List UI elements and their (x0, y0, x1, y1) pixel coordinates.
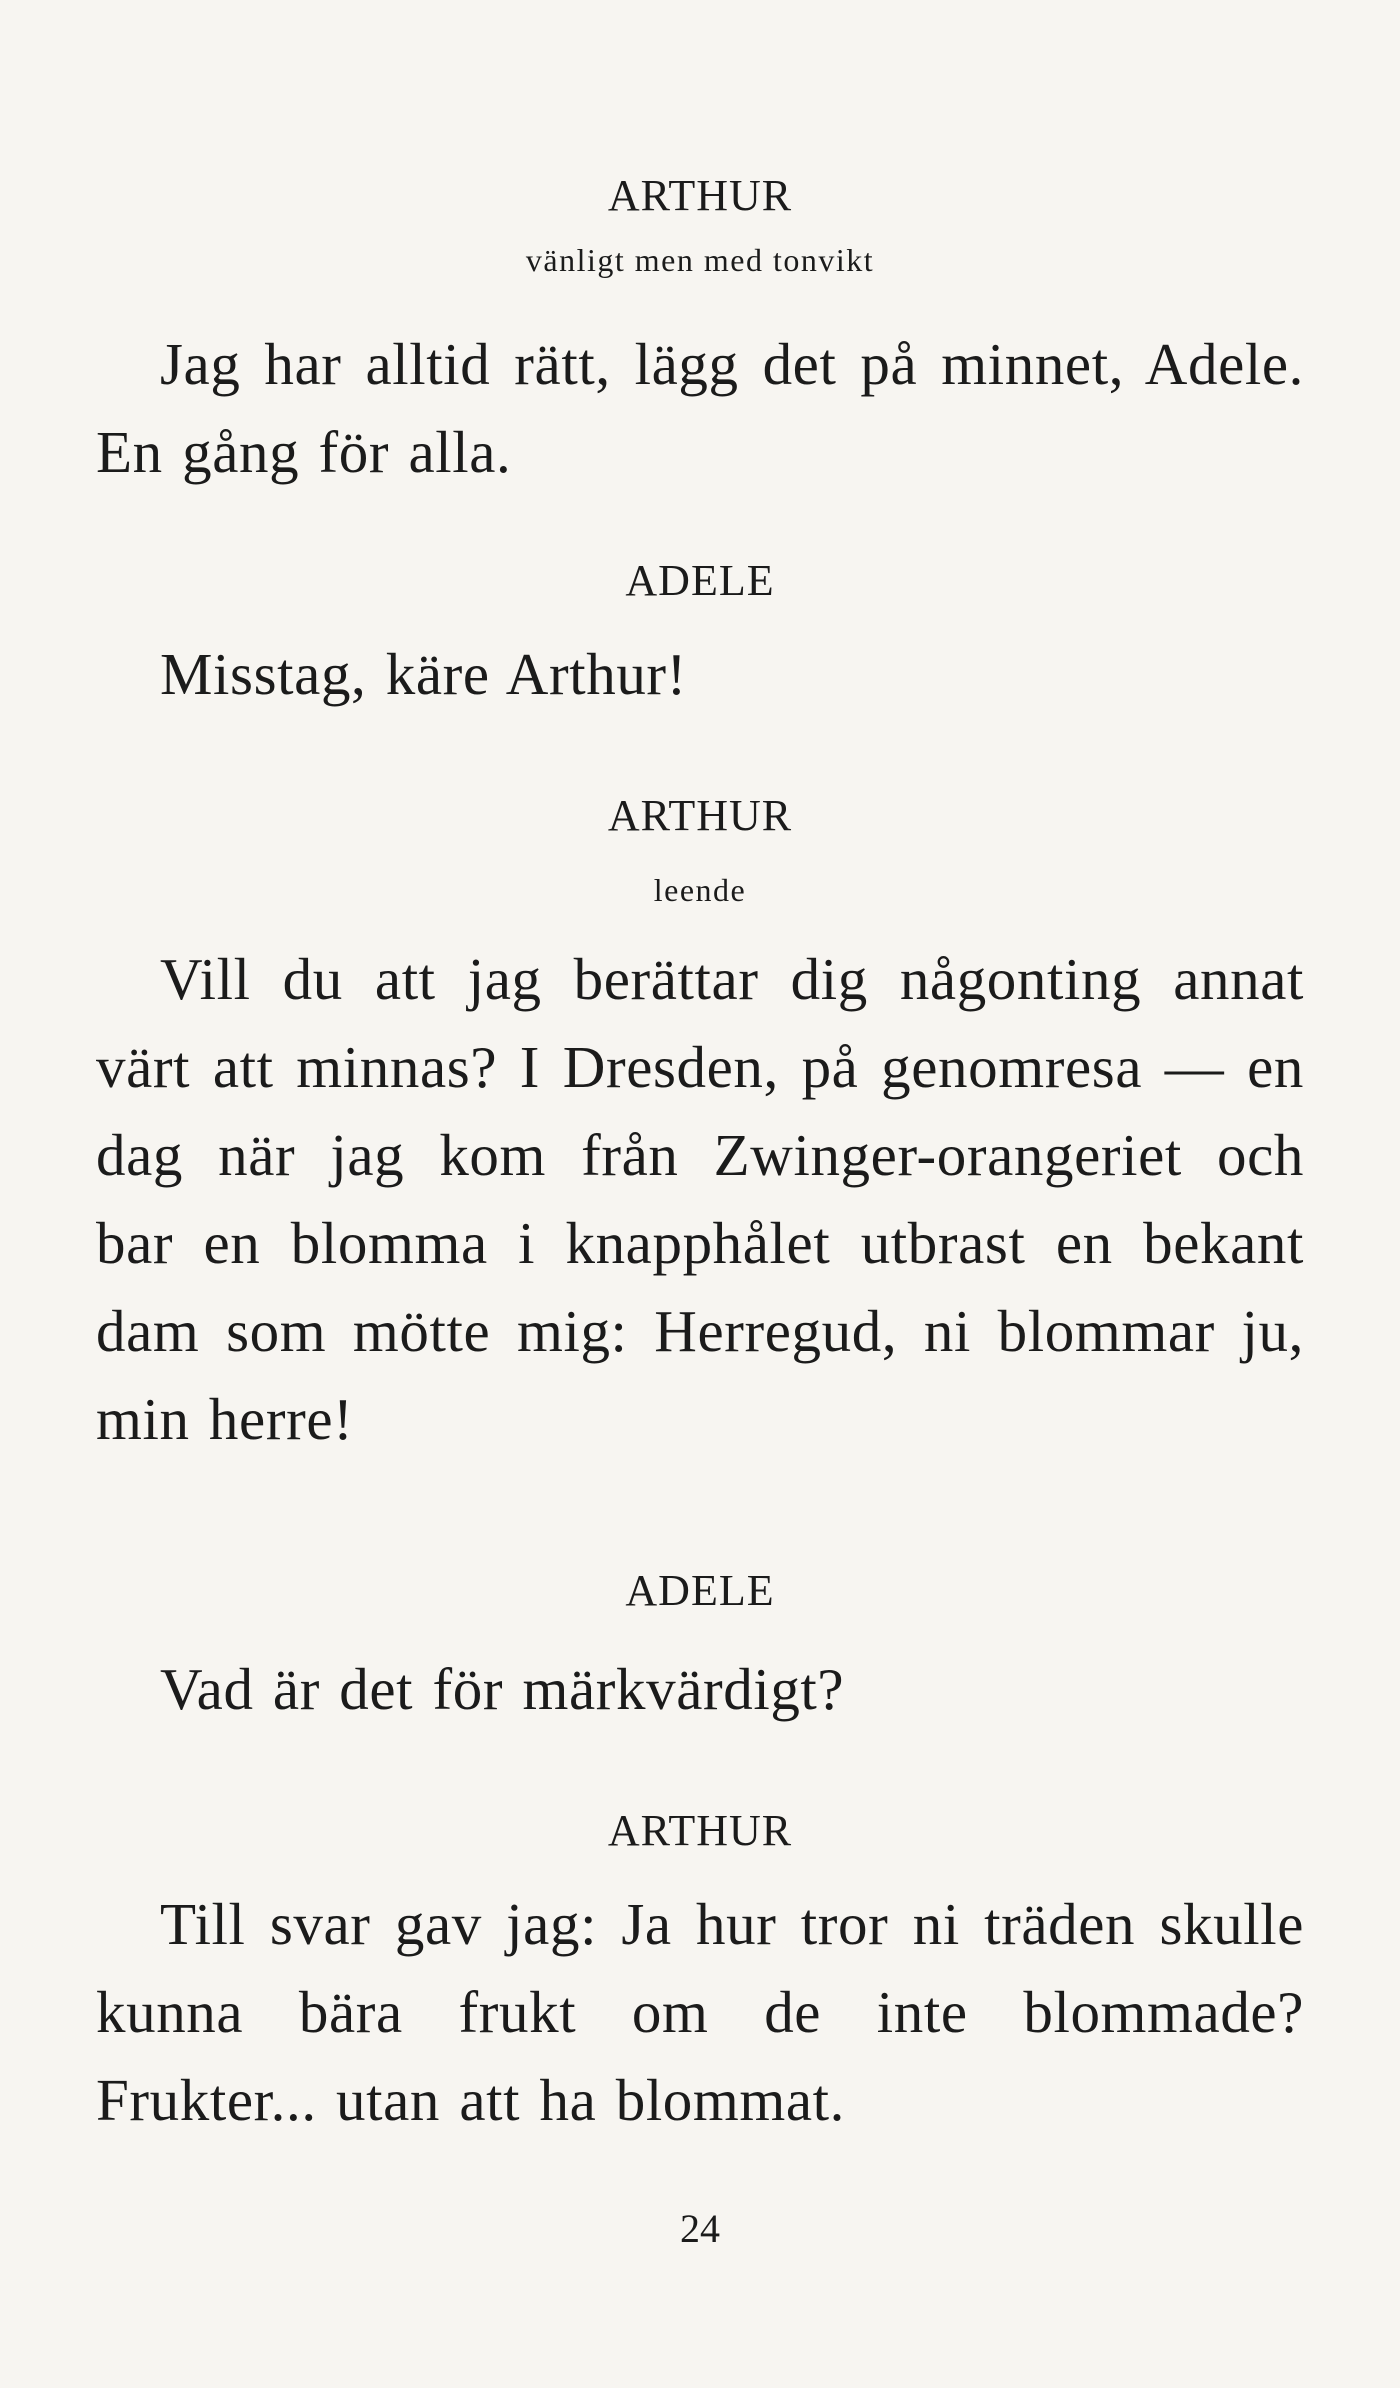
speaker-name: ARTHUR (607, 791, 793, 840)
speech-text: Jag har alltid rätt, lägg det på minnet, Adele. En gång för alla. (96, 331, 1304, 485)
speech-text: Vill du att jag berättar dig någonting annat värt att minnas? I Dresden, på genomresa — en dag när jag kom från Zwinger-orangeriet och bar en blomma i knapphålet utbrast en bekant dam som mötte mig: Herregud, ni blommar ju, min herre! (96, 946, 1304, 1452)
speech-text: Vad är det för märkvärdigt? (160, 1656, 845, 1722)
speech-text: Misstag, käre Arthur! (160, 641, 687, 707)
speaker-name: ARTHUR (607, 171, 793, 220)
speaker-name: ADELE (625, 1566, 775, 1615)
speech-text: Till svar gav jag: Ja hur tror ni träden skulle kunna bära frukt om de inte blommade? Frukter... utan att ha blommat. (96, 1891, 1304, 2133)
stage-direction: leende (653, 872, 747, 908)
speaker-name: ADELE (625, 556, 775, 605)
page-number: 24 (680, 2206, 720, 2251)
speaker-name: ARTHUR (607, 1806, 793, 1855)
stage-direction: vänligt men med tonvikt (525, 242, 875, 278)
